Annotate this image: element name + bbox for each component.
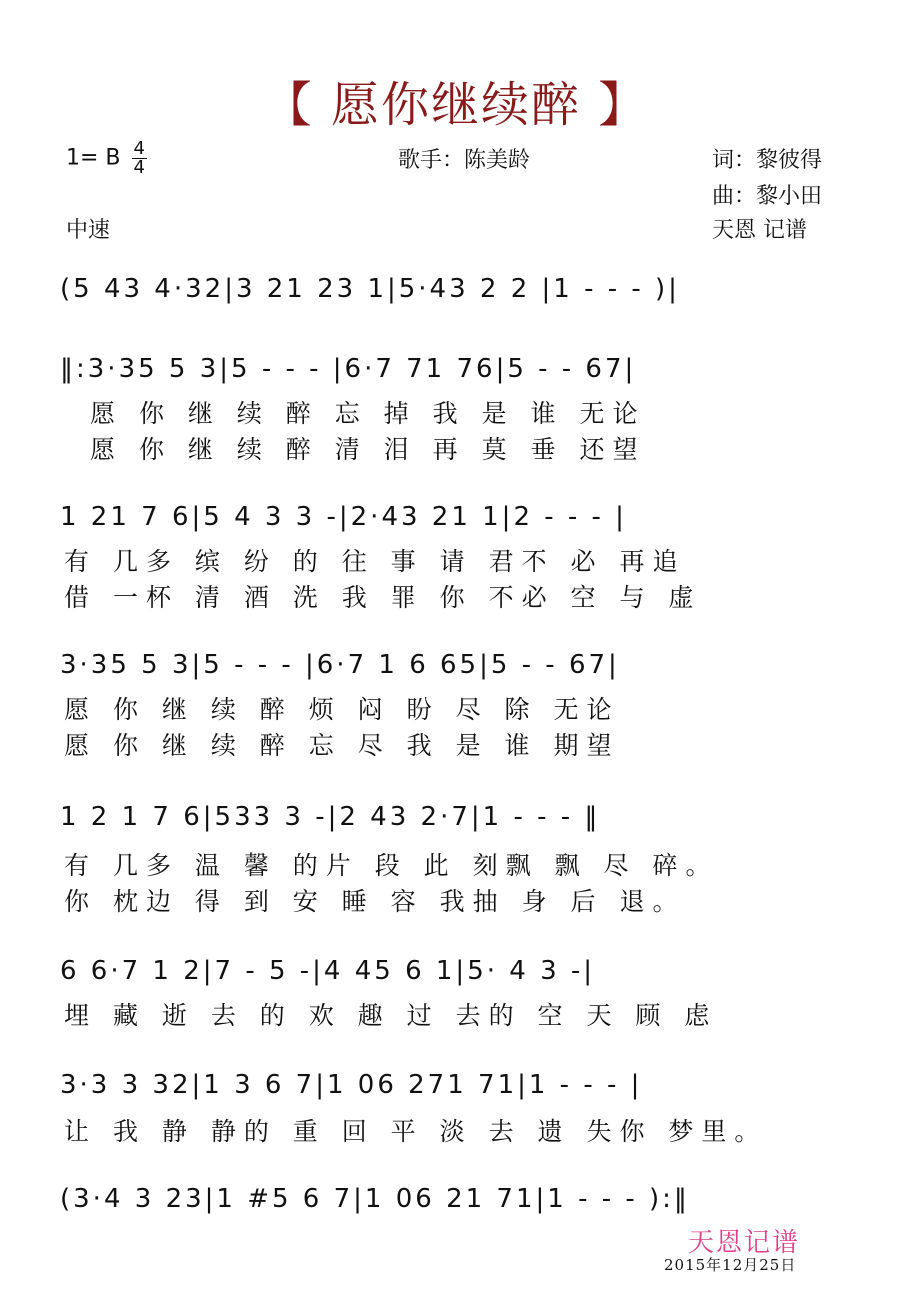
singer-credit: 歌手：陈美龄	[398, 148, 531, 173]
lyrics-line-5-verse-1: 有 几多 温 馨 的片 段 此 刻飘 飘 尽 碎。	[64, 851, 719, 880]
date-stamp: 2015年12月25日	[664, 1256, 797, 1274]
notation-line-3: 1 21 7 6|5 4 3 3 -|2·43 21 1|2 - - - |	[60, 502, 627, 532]
key-label: 1= B	[66, 145, 121, 171]
time-signature-bottom: 4	[133, 157, 145, 178]
lyrics-line-2-verse-2: 愿 你 继 续 醉 清 泪 再 莫 垂 还望	[90, 435, 646, 464]
notation-line-8: (3·4 3 23|1 #5 6 7|1 06 21 71|1 - - - ):‖	[60, 1184, 690, 1214]
lyrics-line-6: 埋 藏 逝 去 的 欢 趣 过 去的 空 天 顾 虑	[64, 1001, 718, 1030]
lyrics-line-4-verse-2: 愿 你 继 续 醉 忘 尽 我 是 谁 期望	[64, 731, 620, 760]
lyrics-line-4-verse-1: 愿 你 继 续 醉 烦 闷 盼 尽 除 无论	[64, 695, 620, 724]
notation-line-2: ‖:3·35 5 3|5 - - - |6·7 71 76|5 - - 67|	[60, 354, 637, 384]
song-title: 【 愿你继续醉 】	[263, 77, 649, 133]
notation-line-6: 6 6·7 1 2|7 - 5 -|4 45 6 1|5· 4 3 -|	[60, 956, 596, 986]
lyricist-credit: 词：黎彼得	[712, 148, 823, 173]
lyrics-line-2-verse-1: 愿 你 继 续 醉 忘 掉 我 是 谁 无论	[90, 399, 646, 428]
transcriber-credit: 天恩 记谱	[712, 218, 807, 243]
tempo-marking: 中速	[66, 218, 111, 243]
lyrics-line-3-verse-2: 借 一杯 清 酒 洗 我 罪 你 不必 空 与 虚	[64, 583, 702, 612]
composer-credit: 曲：黎小田	[712, 184, 823, 209]
notation-line-7: 3·3 3 32|1 3 6 7|1 06 271 71|1 - - - |	[60, 1070, 643, 1100]
notation-line-1: (5 43 4·32|3 21 23 1|5·43 2 2 |1 - - - )|	[60, 274, 680, 304]
notation-line-5: 1 2 1 7 6|533 3 -|2 43 2·7|1 - - - ‖	[60, 802, 601, 832]
lyrics-line-3-verse-1: 有 几多 缤 纷 的 往 事 请 君不 必 再追	[64, 547, 686, 576]
lyrics-line-5-verse-2: 你 枕边 得 到 安 睡 容 我抽 身 后 退。	[64, 887, 686, 916]
watermark: 天恩记谱	[688, 1228, 801, 1258]
time-signature-top: 4	[133, 138, 145, 159]
key-signature	[66, 140, 147, 177]
lyrics-line-7: 让 我 静 静的 重 回 平 淡 去 遗 失你 梦里。	[64, 1117, 768, 1146]
notation-line-4: 3·35 5 3|5 - - - |6·7 1 6 65|5 - - 67|	[60, 650, 620, 680]
time-signature	[132, 140, 147, 177]
